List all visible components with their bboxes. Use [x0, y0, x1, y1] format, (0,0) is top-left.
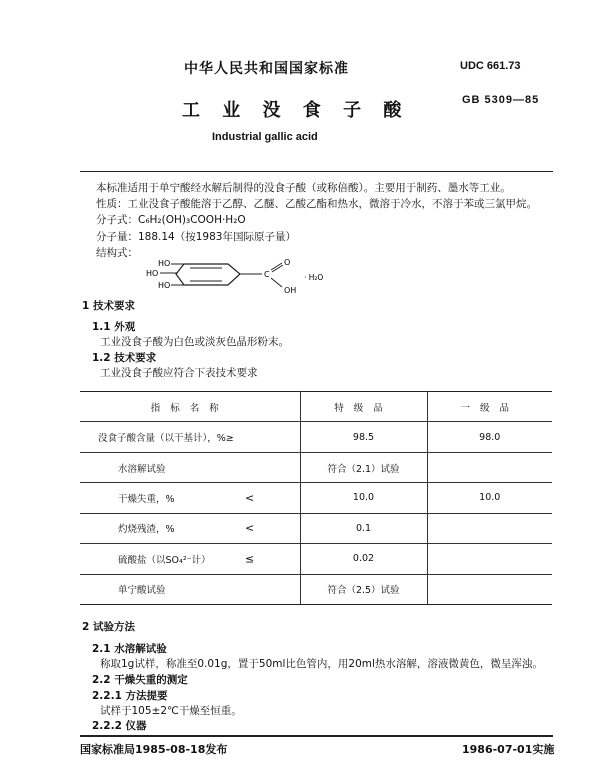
gallic-acid-structure-diagram	[140, 255, 370, 300]
oxygen-label: O	[284, 258, 291, 267]
row-special-value: 0.1	[300, 513, 427, 543]
header-first-grade: 一级品	[427, 392, 552, 422]
section-1-2-text: 工业没食子酸应符合下表技术要求	[100, 367, 258, 379]
weight-line: 分子量：188.14（按1983年国际原子量）	[96, 231, 296, 243]
section-1-1-heading: 1.1 外观	[92, 321, 136, 333]
standard-org-heading: 中华人民共和国国家标准	[184, 61, 349, 77]
header-special-grade: 特级品	[300, 392, 427, 422]
table-row	[80, 452, 552, 482]
formula-line: 分子式：C₆H₂(OH)₃COOH·H₂O	[96, 214, 246, 226]
table-row	[80, 574, 552, 604]
row-name: 没食子酸含量（以干基计），%≥	[98, 433, 234, 445]
row-first-value: 98.0	[427, 422, 552, 452]
section-2-1-heading: 2.1 水溶解试验	[92, 643, 167, 655]
section-2-2-1-text: 试样于105±2℃干燥至恒重。	[100, 705, 242, 717]
footer-divider	[80, 735, 553, 737]
row-special-value: 10.0	[300, 483, 427, 513]
hydroxyl-label-3: HO	[158, 281, 171, 290]
row-special-value: 98.5	[300, 422, 427, 452]
technical-requirements-table	[80, 391, 552, 605]
table-row	[80, 513, 552, 543]
table-row	[80, 483, 552, 513]
row-first-value	[427, 513, 552, 543]
row-first-value	[427, 452, 552, 482]
row-name: 干燥失重，%	[118, 493, 175, 505]
row-name: 灼烧残渣，%	[118, 524, 175, 536]
section-2-2-2-heading: 2.2.2 仪器	[92, 720, 147, 732]
table-row	[80, 422, 552, 452]
header-divider	[80, 171, 553, 172]
scope-paragraph: 本标准适用于单宁酸经水解后制得的没食子酸（或称倍酸）。主要用于制药、墨水等工业。	[96, 182, 511, 194]
section-1-2-heading: 1.2 技术要求	[92, 352, 157, 364]
row-name: 水溶解试验	[118, 463, 166, 475]
effective-date: 1986-07-01实施	[462, 743, 555, 756]
section-1-heading: 1 技术要求	[82, 300, 135, 312]
hydroxyl-label-2: HO	[146, 269, 159, 278]
row-special-value: 符合（2.1）试验	[300, 452, 427, 482]
row-comparator: <	[245, 491, 255, 505]
row-comparator: <	[245, 521, 255, 535]
row-first-value: 10.0	[427, 483, 552, 513]
structure-label: 结构式：	[96, 247, 138, 259]
document-subtitle: Industrial gallic acid	[212, 131, 318, 143]
table-row	[80, 544, 552, 574]
row-special-value: 0.02	[300, 544, 427, 574]
section-1-1-text: 工业没食子酸为白色或淡灰色晶形粉末。	[100, 336, 289, 348]
property-paragraph: 性质：工业没食子酸能溶于乙醇、乙醚、乙酸乙酯和热水，微溶于冷水，不溶于苯或三氯甲烷。	[96, 198, 537, 210]
row-comparator: ≤	[245, 552, 255, 566]
section-2-heading: 2 试验方法	[82, 621, 135, 633]
document-title: 工 业 没 食 子 酸	[182, 100, 410, 121]
section-2-2-heading: 2.2 干燥失重的测定	[92, 674, 188, 686]
header-indicator-name: 指标名称	[80, 392, 300, 422]
gb-number: GB 5309—85	[462, 94, 540, 106]
row-first-value	[427, 574, 552, 604]
section-2-1-text: 称取1g试样，称准至0.01g，置于50ml比色管内，用20ml热水溶解，溶液微黄色，微呈浑浊。	[100, 658, 543, 670]
issue-date: 国家标准局1985-08-18发布	[80, 743, 228, 756]
row-name: 单宁酸试验	[118, 585, 166, 597]
hydroxyl-label-acid: OH	[284, 286, 297, 295]
row-name: 硫酸盐（以SO₄²⁻计）	[118, 554, 211, 566]
hydroxyl-label-1: HO	[158, 259, 171, 268]
row-special-value: 符合（2.5）试验	[300, 574, 427, 604]
section-2-2-1-heading: 2.2.1 方法提要	[92, 690, 168, 702]
row-first-value	[427, 544, 552, 574]
water-of-hydration: · H₂O	[304, 273, 324, 282]
udc-code: UDC 661.73	[460, 60, 521, 72]
carbon-label: C	[264, 270, 270, 279]
table-header-row	[80, 392, 552, 422]
